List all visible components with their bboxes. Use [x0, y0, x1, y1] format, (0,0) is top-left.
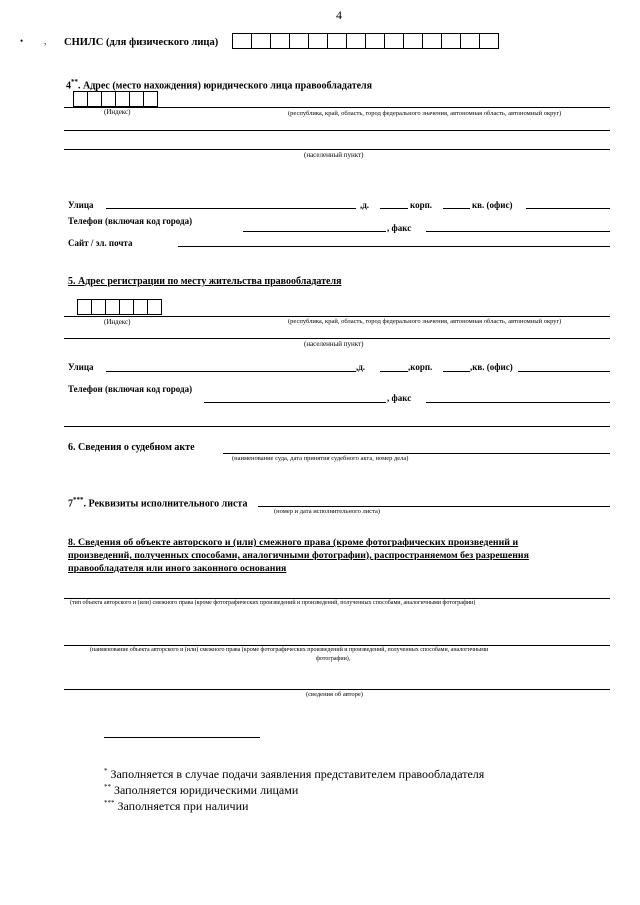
section-4-extra-line[interactable] — [64, 130, 610, 131]
section-5-fax-field[interactable] — [426, 402, 610, 403]
section-5-locality-caption: (населенный пункт) — [304, 340, 364, 348]
section-5-apt-label: ,кв. (офис) — [470, 362, 513, 372]
section-8-type-field[interactable] — [64, 598, 610, 599]
footnote-2: ** Заполняется юридическими лицами — [104, 783, 299, 797]
section-5-apt-field[interactable] — [518, 371, 610, 372]
section-7-title: 7***. Реквизиты исполнительного листа — [68, 496, 248, 510]
snils-label: СНИЛС (для физического лица) — [64, 37, 219, 48]
scan-mark: • — [20, 36, 24, 46]
section-6-title: 6. Сведения о судебном акте — [68, 442, 195, 453]
section-8-type-caption: (тип объекта авторского и (или) смежного права (кроме фотографических произведений и произведений, полученных способами, аналогичными фотографии) — [70, 600, 476, 606]
scan-mark: , — [44, 36, 47, 46]
section-8-title-line-3: правообладателя или иного законного основания — [68, 563, 287, 574]
section-4-street-field[interactable] — [106, 208, 356, 209]
section-5-corp-field[interactable] — [443, 371, 470, 372]
section-7-field[interactable] — [258, 506, 610, 507]
section-5-phone-field[interactable] — [204, 402, 386, 403]
section-8-name-field[interactable] — [64, 645, 610, 646]
section-5-index-caption: (Индекс) — [104, 318, 131, 326]
section-6-field[interactable] — [223, 453, 610, 454]
section-6-caption: (наименование суда, дата принятия судебного акта, номер дела) — [232, 455, 409, 462]
section-5-street-label: Улица — [68, 362, 94, 372]
footnote-separator — [104, 737, 260, 738]
section-5-region-caption: (республика, край, область, город федерального значения, автономная область, автономный округ) — [288, 318, 562, 325]
section-5-corp-label: ,корп. — [408, 362, 433, 372]
section-8-title-line-2: произведений, полученных способами, аналогичными фотографии), распространяемом без разрешения — [68, 550, 529, 561]
section-4-corp-field[interactable] — [443, 208, 470, 209]
section-4-site-label: Сайт / эл. почта — [68, 238, 133, 248]
section-4-fax-label: , факс — [387, 223, 412, 233]
section-4-apt-field[interactable] — [526, 208, 610, 209]
section-4-locality-caption: (населенный пункт) — [304, 151, 364, 159]
section-8-title-line-1: 8. Сведения об объекте авторского и (или) смежного права (кроме фотографических произведений и — [68, 537, 519, 548]
section-4-street-label: Улица — [68, 200, 94, 210]
footnote-3: *** Заполняется при наличии — [104, 799, 249, 813]
section-4-phone-field[interactable] — [243, 231, 386, 232]
section-5-house-label: ,д. — [356, 362, 366, 372]
section-4-region-caption: (республика, край, область, город федерального значения, автономная область, автономный округ) — [288, 110, 562, 117]
section-4-house-field[interactable] — [380, 208, 408, 209]
section-8-author-field[interactable] — [64, 689, 610, 690]
snils-boxes[interactable] — [233, 33, 499, 49]
section-5-title: 5. Адрес регистрации по месту жительства правообладателя — [68, 276, 342, 287]
section-7-caption: (номер и дата исполнительного листа) — [274, 508, 381, 515]
section-5-extra-line[interactable] — [64, 426, 610, 427]
section-4-phone-label: Телефон (включая код города) — [68, 216, 193, 226]
section-5-region-line[interactable] — [64, 316, 610, 317]
footnote-1: * Заполняется в случае подачи заявления представителем правообладателя — [104, 767, 485, 781]
section-4-fax-field[interactable] — [426, 231, 610, 232]
section-4-index-caption: (Индекс) — [104, 108, 131, 116]
section-5-fax-label: , факс — [387, 393, 412, 403]
section-5-locality-line[interactable] — [64, 338, 610, 339]
section-4-house-label: ,д. — [360, 200, 370, 210]
section-4-locality-line[interactable] — [64, 149, 610, 150]
section-4-corp-label: корп. — [410, 200, 433, 210]
section-8-name-caption-1: (наименование объекта авторского и (или) смежного права (кроме фотографических произведений и произведений, полученных способами, аналогичными — [90, 647, 489, 653]
section-4-index-boxes[interactable] — [74, 91, 158, 107]
section-4-title: 4**. Адрес (место нахождения) юридического лица правообладателя — [66, 78, 373, 92]
section-5-index-boxes[interactable] — [78, 299, 162, 315]
page-number: 4 — [336, 8, 342, 22]
section-8-name-caption-2: фотографии), — [316, 656, 351, 662]
section-4-region-line[interactable] — [64, 107, 610, 108]
section-8-author-caption: (сведения об авторе) — [306, 691, 363, 698]
section-5-phone-label: Телефон (включая код города) — [68, 384, 193, 394]
section-4-site-field[interactable] — [178, 246, 610, 247]
section-5-house-field[interactable] — [380, 371, 408, 372]
section-5-street-field[interactable] — [106, 371, 356, 372]
section-4-apt-label: кв. (офис) — [472, 200, 513, 210]
